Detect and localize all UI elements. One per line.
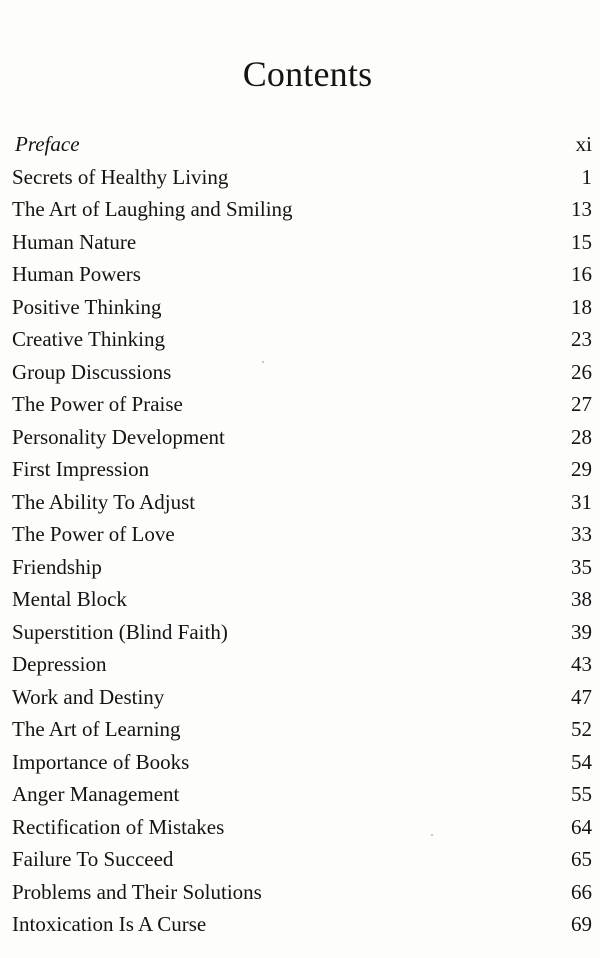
toc-entry-page: 43	[571, 652, 592, 676]
toc-entry-title: Superstition (Blind Faith)	[12, 619, 228, 644]
table-of-contents	[12, 128, 592, 941]
toc-entry-page: 1	[581, 164, 592, 189]
toc-entry-title: Friendship	[12, 554, 102, 579]
toc-entry-page: 39	[571, 619, 592, 644]
toc-entry-page: 31	[571, 489, 592, 514]
toc-entry-title: First Impression	[12, 457, 150, 481]
toc-entry-title: Preface	[15, 132, 80, 156]
toc-entry	[12, 648, 592, 681]
toc-entry-page: 35	[571, 554, 592, 579]
toc-entry	[12, 291, 592, 324]
toc-entry-title: The Art of Learning	[12, 717, 181, 741]
toc-entry-page: 54	[571, 749, 592, 774]
toc-entry	[12, 616, 592, 649]
toc-entry-title: Group Discussions	[12, 359, 172, 384]
toc-entry	[12, 453, 592, 486]
toc-entry	[12, 258, 592, 291]
toc-entry-page: 64	[571, 814, 592, 839]
toc-entry	[12, 226, 592, 259]
toc-entry	[12, 421, 592, 454]
toc-entry-title: Importance of Books	[12, 749, 190, 774]
toc-entry-title: Problems and Their Solutions	[12, 879, 262, 904]
toc-entry-title: Rectification of Mistakes	[12, 814, 225, 839]
toc-entry-title: The Power of Praise	[12, 392, 183, 416]
toc-entry	[12, 356, 592, 389]
toc-entry-title: Human Powers	[12, 262, 141, 286]
toc-entry-page: 33	[571, 522, 592, 546]
toc-entry-page: 38	[571, 587, 592, 611]
toc-entry-title: The Ability To Adjust	[12, 489, 196, 514]
toc-entry-title: Positive Thinking	[12, 294, 162, 319]
toc-entry-title: Secrets of Healthy Living	[12, 164, 229, 189]
toc-entry-page: 65	[571, 847, 592, 871]
toc-entry-title: Personality Development	[12, 424, 225, 449]
toc-entry	[12, 518, 592, 551]
toc-entry-title: Work and Destiny	[12, 684, 165, 709]
toc-entry	[12, 323, 592, 356]
toc-entry	[12, 583, 592, 616]
toc-entry	[12, 908, 592, 941]
toc-entry	[12, 551, 592, 584]
toc-entry	[12, 388, 592, 421]
toc-entry-title: Creative Thinking	[12, 327, 165, 351]
toc-entry-page: xi	[575, 132, 592, 156]
toc-entry-title: Anger Management	[12, 782, 180, 806]
toc-entry-title: Mental Block	[12, 587, 127, 611]
toc-entry-title: Human Nature	[12, 229, 137, 254]
toc-entry	[12, 681, 592, 714]
toc-entry-page: 55	[571, 782, 592, 806]
toc-entry-page: 69	[571, 912, 592, 936]
toc-entry	[12, 876, 592, 909]
toc-entry-title: The Power of Love	[12, 522, 175, 546]
toc-entry-title: Failure To Succeed	[12, 847, 174, 871]
toc-entry-page: 26	[571, 359, 592, 384]
toc-entry	[12, 778, 592, 811]
toc-entry-title: Intoxication Is A Curse	[12, 912, 207, 936]
toc-entry-page: 66	[571, 879, 592, 904]
toc-entry-page: 18	[571, 294, 592, 319]
toc-entry-page: 29	[571, 457, 592, 481]
paper-speck	[431, 834, 433, 836]
toc-entry-title: Depression	[12, 652, 107, 676]
toc-entry	[12, 811, 592, 844]
paper-speck	[262, 361, 264, 363]
toc-entry	[12, 746, 592, 779]
toc-entry	[12, 128, 592, 161]
toc-entry-page: 27	[571, 392, 592, 416]
toc-entry	[12, 486, 592, 519]
page-title: Contents	[242, 54, 373, 94]
toc-entry	[12, 161, 592, 194]
toc-entry-page: 13	[571, 197, 592, 221]
toc-entry-page: 28	[571, 424, 592, 449]
toc-entry-page: 15	[571, 229, 592, 254]
toc-entry-page: 23	[571, 327, 592, 351]
toc-entry-title: The Art of Laughing and Smiling	[12, 197, 293, 221]
toc-entry	[12, 843, 592, 876]
toc-entry-page: 52	[571, 717, 592, 741]
toc-entry	[12, 193, 592, 226]
toc-entry-page: 47	[571, 684, 592, 709]
toc-entry	[12, 713, 592, 746]
toc-entry-page: 16	[571, 262, 592, 286]
